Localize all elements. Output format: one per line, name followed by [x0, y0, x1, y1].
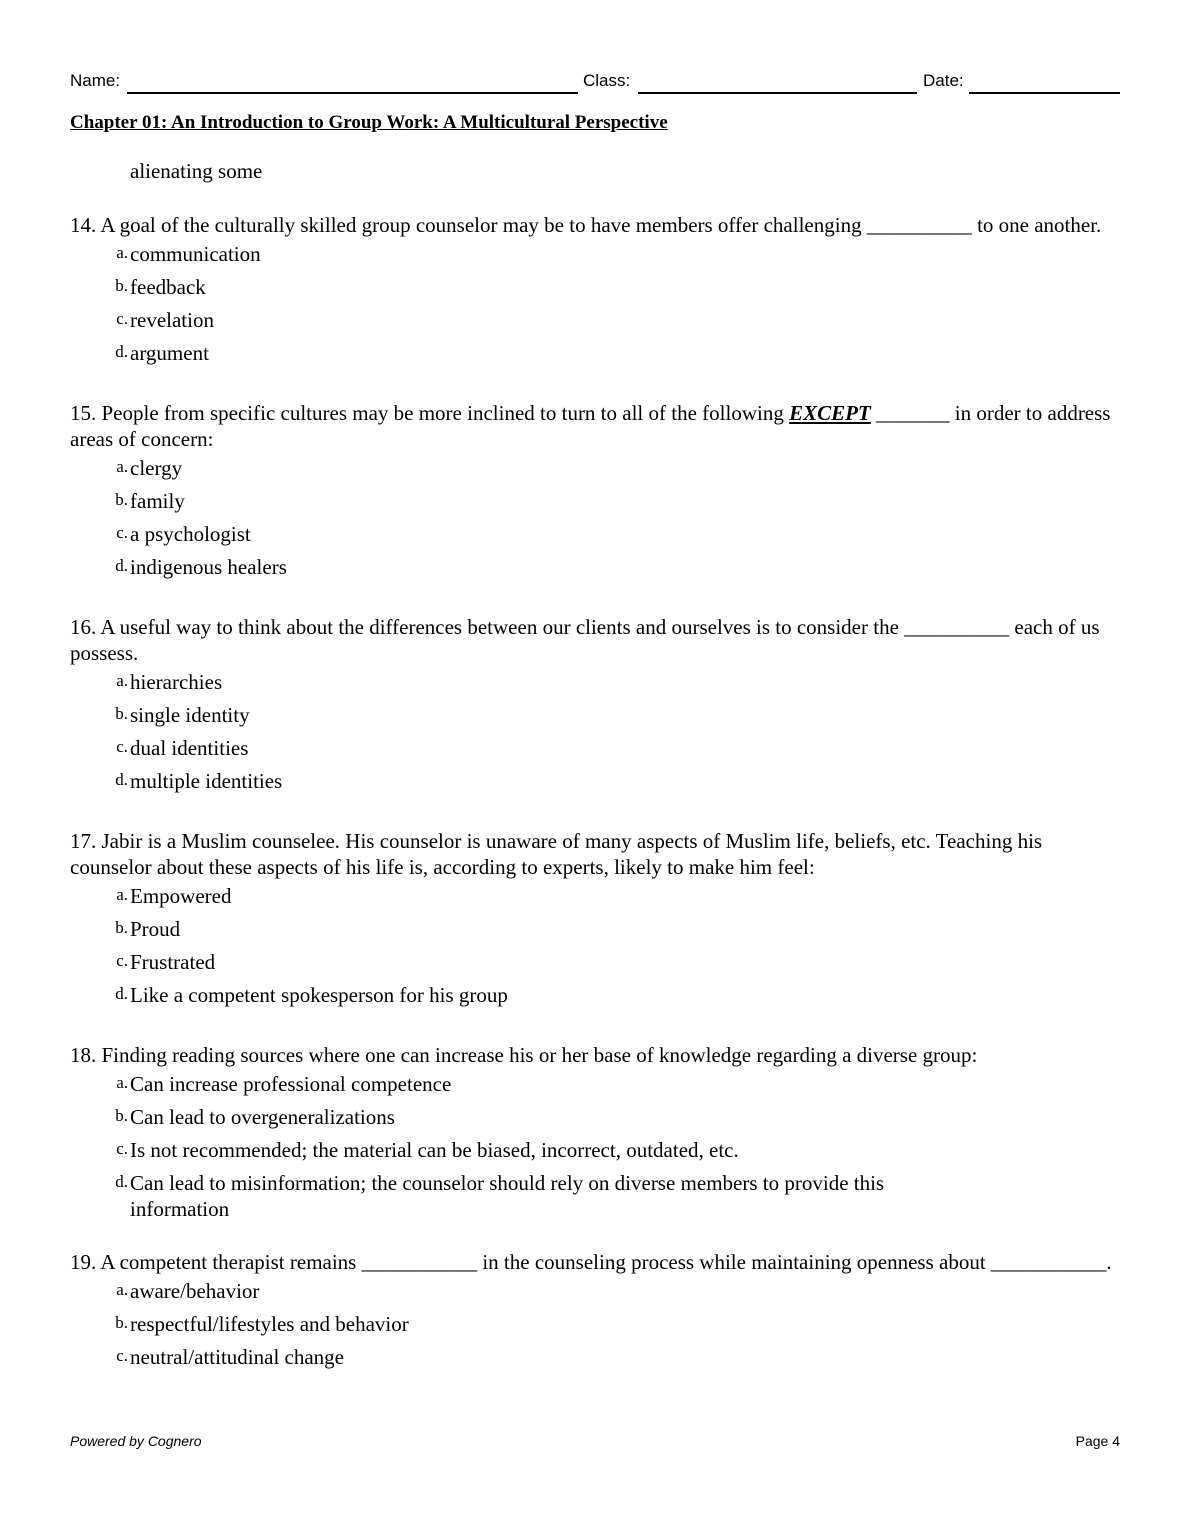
option-list: [70, 241, 1120, 373]
name-label: Name:: [70, 71, 121, 90]
option-text: respectful/lifestyles and behavior: [130, 1312, 409, 1336]
option: [70, 1278, 1120, 1311]
option: [70, 949, 1120, 982]
option: [70, 669, 1120, 702]
option: [70, 554, 1120, 587]
question-stem: 14. A goal of the culturally skilled group counselor may be to have members offer challenging __________ to one another.: [70, 213, 1102, 237]
question-14: [70, 212, 1120, 373]
option: [70, 1344, 1120, 1377]
option: [70, 1137, 1120, 1170]
question-16: [70, 614, 1120, 801]
option-letter: c.: [116, 737, 128, 756]
option-letter: c.: [116, 1346, 128, 1365]
option: [70, 274, 1120, 307]
powered-by-footer: Powered by Cognero: [70, 1433, 202, 1449]
stem-emphasis: EXCEPT: [789, 401, 871, 425]
option-letter: d.: [115, 556, 128, 575]
option-text: indigenous healers: [130, 555, 287, 579]
option-letter: a.: [116, 243, 128, 262]
option: [70, 916, 1120, 949]
option-letter: b.: [115, 1106, 128, 1125]
option-letter: a.: [116, 457, 128, 476]
option-text: feedback: [130, 275, 206, 299]
date-label: Date:: [923, 71, 964, 90]
option-text: revelation: [130, 308, 214, 332]
option: [70, 241, 1120, 274]
question-stem: [70, 400, 1120, 452]
option-text: Like a competent spokesperson for his group: [130, 983, 508, 1007]
option-text: argument: [130, 341, 209, 365]
option-letter: b.: [115, 704, 128, 723]
option-letter: d.: [115, 1172, 128, 1191]
option-letter: a.: [116, 885, 128, 904]
option-list: [70, 455, 1120, 587]
option-text: family: [130, 489, 185, 513]
option-letter: a.: [116, 1280, 128, 1299]
question-17: [70, 828, 1120, 1015]
option-text: aware/behavior: [130, 1279, 260, 1303]
option-list: [70, 669, 1120, 801]
continued-option-text: alienating some: [130, 159, 263, 183]
option-letter: c.: [116, 309, 128, 328]
option-letter: c.: [116, 523, 128, 542]
option-text: Proud: [130, 917, 181, 941]
option: [70, 488, 1120, 521]
option-letter: d.: [115, 770, 128, 789]
question-stem: 19. A competent therapist remains ___________ in the counseling process while maintaining openness about ___________.: [70, 1250, 1112, 1274]
option-letter: b.: [115, 1313, 128, 1332]
question-stem: 17. Jabir is a Muslim counselee. His counselor is unaware of many aspects of Muslim life, beliefs, etc. Teaching his counselor about these aspects of his life is, according to experts, likely to make him feel:: [70, 829, 1043, 879]
option-text: Can lead to overgeneralizations: [130, 1105, 395, 1129]
option: [70, 521, 1120, 554]
option-letter: b.: [115, 490, 128, 509]
option-letter: d.: [115, 342, 128, 361]
question-15: [70, 400, 1120, 587]
option-text: dual identities: [130, 736, 249, 760]
option: [70, 307, 1120, 340]
option-text: neutral/attitudinal change: [130, 1345, 344, 1369]
option-text: Can increase professional competence: [130, 1072, 452, 1096]
option-text: multiple identities: [130, 769, 283, 793]
option-list: [70, 1278, 1120, 1377]
question-stem: 16. A useful way to think about the differences between our clients and ourselves is to consider the __________ each of us possess.: [70, 615, 1100, 665]
option: [70, 1170, 1120, 1222]
option-text: communication: [130, 242, 261, 266]
option: [70, 982, 1120, 1015]
option-text: Empowered: [130, 884, 232, 908]
date-line: [969, 92, 1120, 94]
option: [70, 1071, 1120, 1104]
option-list: [70, 1071, 1120, 1222]
option-text: single identity: [130, 703, 250, 727]
option-text: a psychologist: [130, 522, 251, 546]
option-letter: a.: [116, 1073, 128, 1092]
option-text: hierarchies: [130, 670, 223, 694]
option-letter: c.: [116, 951, 128, 970]
option: [70, 768, 1120, 801]
option-letter: c.: [116, 1139, 128, 1158]
page-number: Page 4: [1075, 1433, 1120, 1449]
option-list: [70, 883, 1120, 1015]
option-letter: a.: [116, 671, 128, 690]
option-text: Can lead to misinformation; the counselor should rely on diverse members to provide this information: [130, 1171, 885, 1221]
question-list: [70, 157, 1120, 1377]
option: [70, 1311, 1120, 1344]
option: [70, 735, 1120, 768]
option-text: Frustrated: [130, 950, 216, 974]
option: [70, 455, 1120, 488]
option: [70, 883, 1120, 916]
option: [70, 702, 1120, 735]
student-info-header: [70, 68, 1120, 94]
stem-part: 15. People from specific cultures may be more inclined to turn to all of the following: [70, 401, 790, 425]
option: [70, 340, 1120, 373]
question-19: [70, 1249, 1120, 1377]
option: [70, 1104, 1120, 1137]
option-letter: b.: [115, 918, 128, 937]
option-letter: b.: [115, 276, 128, 295]
class-line: [638, 92, 917, 94]
option-text: clergy: [130, 456, 183, 480]
stem-part: _______ in order to address areas of concern:: [70, 401, 1111, 451]
class-label: Class:: [583, 71, 631, 90]
name-line: [127, 92, 578, 94]
option-text: Is not recommended; the material can be biased, incorrect, outdated, etc.: [130, 1138, 739, 1162]
question-18: [70, 1042, 1120, 1222]
option-letter: d.: [115, 984, 128, 1003]
question-stem: 18. Finding reading sources where one can increase his or her base of knowledge regarding a diverse group:: [70, 1043, 978, 1067]
chapter-title: Chapter 01: An Introduction to Group Work: A Multicultural Perspective: [70, 112, 668, 133]
